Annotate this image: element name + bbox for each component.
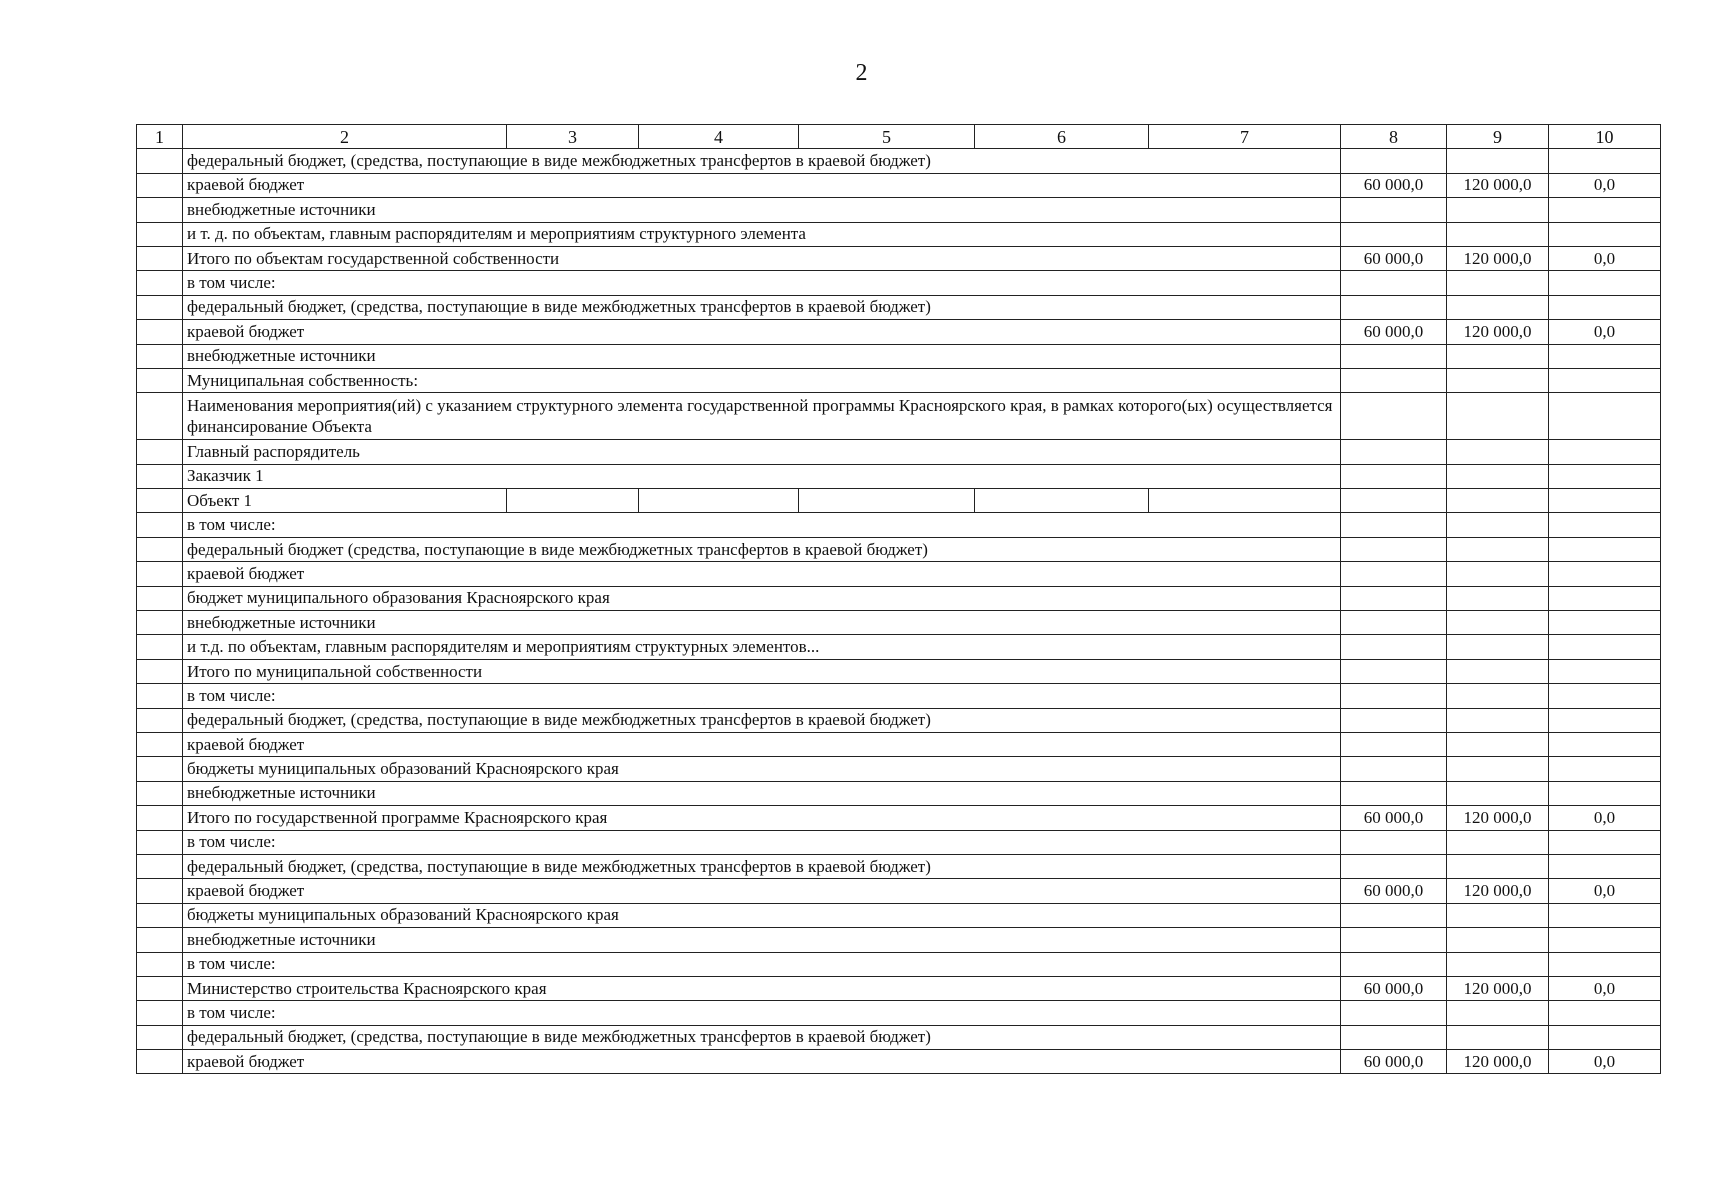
value-cell-col10 (1549, 271, 1661, 295)
row-index-cell (137, 976, 183, 1000)
value-cell-col9 (1447, 659, 1549, 683)
value-cell-col10: 0,0 (1549, 806, 1661, 830)
value-cell-col8 (1341, 344, 1447, 368)
budget-table (136, 124, 1661, 1074)
value-cell-col9 (1447, 757, 1549, 781)
row-index-cell (137, 708, 183, 732)
row-label: в том числе: (183, 1001, 1341, 1025)
row-label: Итого по муниципальной собственности (183, 659, 1341, 683)
row-label: в том числе: (183, 952, 1341, 976)
row-index-cell (137, 928, 183, 952)
row-label: краевой бюджет (183, 320, 1341, 344)
row-index-cell (137, 344, 183, 368)
value-cell-col10 (1549, 198, 1661, 222)
row-label: краевой бюджет (183, 562, 1341, 586)
value-cell-col10 (1549, 537, 1661, 561)
table-row (137, 537, 1661, 561)
value-cell-col9 (1447, 368, 1549, 392)
value-cell-col10: 0,0 (1549, 1050, 1661, 1074)
value-cell-col10 (1549, 830, 1661, 854)
table-row (137, 879, 1661, 903)
row-index-cell (137, 586, 183, 610)
row-index-cell (137, 952, 183, 976)
value-cell-col9 (1447, 1025, 1549, 1049)
value-cell-col8 (1341, 659, 1447, 683)
header-cell: 6 (975, 125, 1149, 149)
value-cell-col8 (1341, 222, 1447, 246)
value-cell-col9: 120 000,0 (1447, 173, 1549, 197)
header-cell: 2 (183, 125, 507, 149)
row-label: внебюджетные источники (183, 611, 1341, 635)
value-cell-col9: 120 000,0 (1447, 976, 1549, 1000)
table-row (137, 586, 1661, 610)
table-row (137, 344, 1661, 368)
table-row (137, 611, 1661, 635)
table-row (137, 806, 1661, 830)
row-index-cell (137, 659, 183, 683)
value-cell-col8: 60 000,0 (1341, 1050, 1447, 1074)
header-row (137, 125, 1661, 149)
table-row (137, 781, 1661, 805)
table-row (137, 295, 1661, 319)
table-row (137, 903, 1661, 927)
table-row (137, 198, 1661, 222)
row-label: Министерство строительства Красноярского края (183, 976, 1341, 1000)
row-index-cell (137, 830, 183, 854)
row-label: внебюджетные источники (183, 928, 1341, 952)
value-cell-col10 (1549, 344, 1661, 368)
row-index-cell (137, 903, 183, 927)
value-cell-col8: 60 000,0 (1341, 976, 1447, 1000)
row-index-cell (137, 464, 183, 488)
table-row (137, 489, 1661, 513)
row-label: федеральный бюджет, (средства, поступающие в виде межбюджетных трансфертов в краевой бюджет) (183, 149, 1341, 173)
value-cell-col10 (1549, 149, 1661, 173)
row-label: краевой бюджет (183, 732, 1341, 756)
value-cell-col8 (1341, 440, 1447, 464)
table-row (137, 952, 1661, 976)
row-label: бюджеты муниципальных образований Красноярского края (183, 903, 1341, 927)
value-cell-col8 (1341, 464, 1447, 488)
value-cell-col9 (1447, 1001, 1549, 1025)
empty-cell (799, 489, 975, 513)
value-cell-col8 (1341, 271, 1447, 295)
row-index-cell (137, 611, 183, 635)
row-index-cell (137, 1001, 183, 1025)
value-cell-col10 (1549, 854, 1661, 878)
empty-cell (507, 489, 639, 513)
value-cell-col10: 0,0 (1549, 173, 1661, 197)
value-cell-col10 (1549, 903, 1661, 927)
value-cell-col8 (1341, 513, 1447, 537)
table-row (137, 708, 1661, 732)
value-cell-col10 (1549, 928, 1661, 952)
value-cell-col10 (1549, 1001, 1661, 1025)
table-row (137, 684, 1661, 708)
value-cell-col9 (1447, 271, 1549, 295)
table-row (137, 562, 1661, 586)
value-cell-col10: 0,0 (1549, 320, 1661, 344)
value-cell-col9 (1447, 489, 1549, 513)
value-cell-col8 (1341, 295, 1447, 319)
value-cell-col9 (1447, 684, 1549, 708)
value-cell-col10 (1549, 586, 1661, 610)
value-cell-col8 (1341, 732, 1447, 756)
row-index-cell (137, 368, 183, 392)
row-label: федеральный бюджет, (средства, поступающие в виде межбюджетных трансфертов в краевой бюджет) (183, 295, 1341, 319)
table-row (137, 173, 1661, 197)
row-index-cell (137, 732, 183, 756)
value-cell-col9 (1447, 464, 1549, 488)
empty-cell (639, 489, 799, 513)
row-index-cell (137, 149, 183, 173)
row-index-cell (137, 295, 183, 319)
value-cell-col8 (1341, 903, 1447, 927)
table-row (137, 1050, 1661, 1074)
value-cell-col10 (1549, 757, 1661, 781)
row-index-cell (137, 489, 183, 513)
value-cell-col8 (1341, 198, 1447, 222)
value-cell-col10: 0,0 (1549, 976, 1661, 1000)
value-cell-col10 (1549, 659, 1661, 683)
table-row (137, 854, 1661, 878)
row-index-cell (137, 393, 183, 440)
value-cell-col9 (1447, 854, 1549, 878)
value-cell-col9: 120 000,0 (1447, 879, 1549, 903)
value-cell-col9 (1447, 440, 1549, 464)
value-cell-col9: 120 000,0 (1447, 806, 1549, 830)
value-cell-col10 (1549, 513, 1661, 537)
header-cell: 7 (1149, 125, 1341, 149)
value-cell-col9 (1447, 611, 1549, 635)
row-index-cell (137, 537, 183, 561)
header-cell: 9 (1447, 125, 1549, 149)
table-row (137, 928, 1661, 952)
value-cell-col8 (1341, 830, 1447, 854)
row-label: внебюджетные источники (183, 781, 1341, 805)
row-label: краевой бюджет (183, 173, 1341, 197)
value-cell-col9 (1447, 198, 1549, 222)
value-cell-col10 (1549, 684, 1661, 708)
value-cell-col9 (1447, 635, 1549, 659)
value-cell-col9 (1447, 295, 1549, 319)
row-label: и т.д. по объектам, главным распорядителям и мероприятиям структурных элементов... (183, 635, 1341, 659)
value-cell-col9 (1447, 222, 1549, 246)
table-row (137, 271, 1661, 295)
value-cell-col9 (1447, 928, 1549, 952)
table-row (137, 513, 1661, 537)
row-label: бюджеты муниципальных образований Красноярского края (183, 757, 1341, 781)
table-row (137, 464, 1661, 488)
value-cell-col10 (1549, 708, 1661, 732)
value-cell-col9: 120 000,0 (1447, 320, 1549, 344)
row-index-cell (137, 513, 183, 537)
row-index-cell (137, 806, 183, 830)
value-cell-col8: 60 000,0 (1341, 173, 1447, 197)
row-index-cell (137, 320, 183, 344)
value-cell-col10 (1549, 295, 1661, 319)
table-row (137, 659, 1661, 683)
header-cell: 3 (507, 125, 639, 149)
value-cell-col10: 0,0 (1549, 246, 1661, 270)
value-cell-col8 (1341, 854, 1447, 878)
table-body (137, 149, 1661, 1074)
empty-cell (1149, 489, 1341, 513)
value-cell-col9 (1447, 393, 1549, 440)
value-cell-col9 (1447, 513, 1549, 537)
row-index-cell (137, 854, 183, 878)
value-cell-col10 (1549, 440, 1661, 464)
row-label: Муниципальная собственность: (183, 368, 1341, 392)
row-label: Итого по государственной программе Красноярского края (183, 806, 1341, 830)
value-cell-col8 (1341, 149, 1447, 173)
row-label: внебюджетные источники (183, 198, 1341, 222)
value-cell-col9 (1447, 781, 1549, 805)
row-index-cell (137, 757, 183, 781)
header-cell: 5 (799, 125, 975, 149)
value-cell-col8: 60 000,0 (1341, 806, 1447, 830)
row-label: федеральный бюджет (средства, поступающие в виде межбюджетных трансфертов в краевой бюджет) (183, 537, 1341, 561)
row-index-cell (137, 684, 183, 708)
row-label: федеральный бюджет, (средства, поступающие в виде межбюджетных трансфертов в краевой бюджет) (183, 854, 1341, 878)
value-cell-col9: 120 000,0 (1447, 246, 1549, 270)
value-cell-col8 (1341, 781, 1447, 805)
row-label: Итого по объектам государственной собственности (183, 246, 1341, 270)
value-cell-col8 (1341, 635, 1447, 659)
value-cell-col9 (1447, 952, 1549, 976)
value-cell-col8 (1341, 757, 1447, 781)
value-cell-col10 (1549, 732, 1661, 756)
header-cell: 8 (1341, 125, 1447, 149)
row-index-cell (137, 173, 183, 197)
row-index-cell (137, 1025, 183, 1049)
value-cell-col8 (1341, 684, 1447, 708)
value-cell-col9 (1447, 708, 1549, 732)
value-cell-col10 (1549, 489, 1661, 513)
value-cell-col10 (1549, 611, 1661, 635)
row-label: краевой бюджет (183, 879, 1341, 903)
row-label: в том числе: (183, 271, 1341, 295)
row-index-cell (137, 440, 183, 464)
row-label: Главный распорядитель (183, 440, 1341, 464)
row-label: в том числе: (183, 513, 1341, 537)
row-label: Объект 1 (183, 489, 507, 513)
table-row (137, 368, 1661, 392)
table-row (137, 222, 1661, 246)
table-row (137, 440, 1661, 464)
value-cell-col8 (1341, 368, 1447, 392)
value-cell-col8 (1341, 562, 1447, 586)
row-index-cell (137, 246, 183, 270)
table-row (137, 1001, 1661, 1025)
table-row (137, 393, 1661, 440)
value-cell-col8 (1341, 952, 1447, 976)
value-cell-col10 (1549, 1025, 1661, 1049)
row-index-cell (137, 562, 183, 586)
table-row (137, 1025, 1661, 1049)
value-cell-col9 (1447, 732, 1549, 756)
row-label: в том числе: (183, 684, 1341, 708)
value-cell-col10: 0,0 (1549, 879, 1661, 903)
row-label: внебюджетные источники (183, 344, 1341, 368)
empty-cell (975, 489, 1149, 513)
value-cell-col10 (1549, 222, 1661, 246)
value-cell-col10 (1549, 393, 1661, 440)
table-row (137, 732, 1661, 756)
row-label: федеральный бюджет, (средства, поступающие в виде межбюджетных трансфертов в краевой бюджет) (183, 708, 1341, 732)
table-row (137, 635, 1661, 659)
value-cell-col8: 60 000,0 (1341, 879, 1447, 903)
value-cell-col8 (1341, 611, 1447, 635)
value-cell-col10 (1549, 464, 1661, 488)
value-cell-col8 (1341, 928, 1447, 952)
row-index-cell (137, 198, 183, 222)
row-label: Наименования мероприятия(ий) с указанием структурного элемента государственной программы Красноярского края, в рамках которого(ых) осуществляется финансирование Объекта (183, 393, 1341, 440)
value-cell-col9 (1447, 586, 1549, 610)
value-cell-col8 (1341, 489, 1447, 513)
value-cell-col9 (1447, 537, 1549, 561)
header-cell: 4 (639, 125, 799, 149)
value-cell-col8 (1341, 1001, 1447, 1025)
value-cell-col9 (1447, 903, 1549, 927)
row-label: федеральный бюджет, (средства, поступающие в виде межбюджетных трансфертов в краевой бюджет) (183, 1025, 1341, 1049)
value-cell-col9: 120 000,0 (1447, 1050, 1549, 1074)
value-cell-col8 (1341, 537, 1447, 561)
table-row (137, 830, 1661, 854)
value-cell-col10 (1549, 952, 1661, 976)
table-row (137, 246, 1661, 270)
row-index-cell (137, 271, 183, 295)
value-cell-col10 (1549, 368, 1661, 392)
row-label: бюджет муниципального образования Красноярского края (183, 586, 1341, 610)
row-index-cell (137, 781, 183, 805)
table-row (137, 149, 1661, 173)
table-row (137, 757, 1661, 781)
value-cell-col9 (1447, 830, 1549, 854)
value-cell-col10 (1549, 781, 1661, 805)
value-cell-col9 (1447, 344, 1549, 368)
table-row (137, 976, 1661, 1000)
value-cell-col8: 60 000,0 (1341, 320, 1447, 344)
value-cell-col8: 60 000,0 (1341, 246, 1447, 270)
row-label: краевой бюджет (183, 1050, 1341, 1074)
value-cell-col8 (1341, 1025, 1447, 1049)
page-number: 2 (855, 60, 868, 86)
row-index-cell (137, 222, 183, 246)
value-cell-col8 (1341, 708, 1447, 732)
value-cell-col10 (1549, 635, 1661, 659)
row-index-cell (137, 635, 183, 659)
row-index-cell (137, 879, 183, 903)
header-cell: 1 (137, 125, 183, 149)
value-cell-col8 (1341, 393, 1447, 440)
value-cell-col9 (1447, 149, 1549, 173)
value-cell-col8 (1341, 586, 1447, 610)
row-index-cell (137, 1050, 183, 1074)
value-cell-col10 (1549, 562, 1661, 586)
row-label: Заказчик 1 (183, 464, 1341, 488)
row-label: и т. д. по объектам, главным распорядителям и мероприятиям структурного элемента (183, 222, 1341, 246)
value-cell-col9 (1447, 562, 1549, 586)
row-label: в том числе: (183, 830, 1341, 854)
table-row (137, 320, 1661, 344)
header-cell: 10 (1549, 125, 1661, 149)
